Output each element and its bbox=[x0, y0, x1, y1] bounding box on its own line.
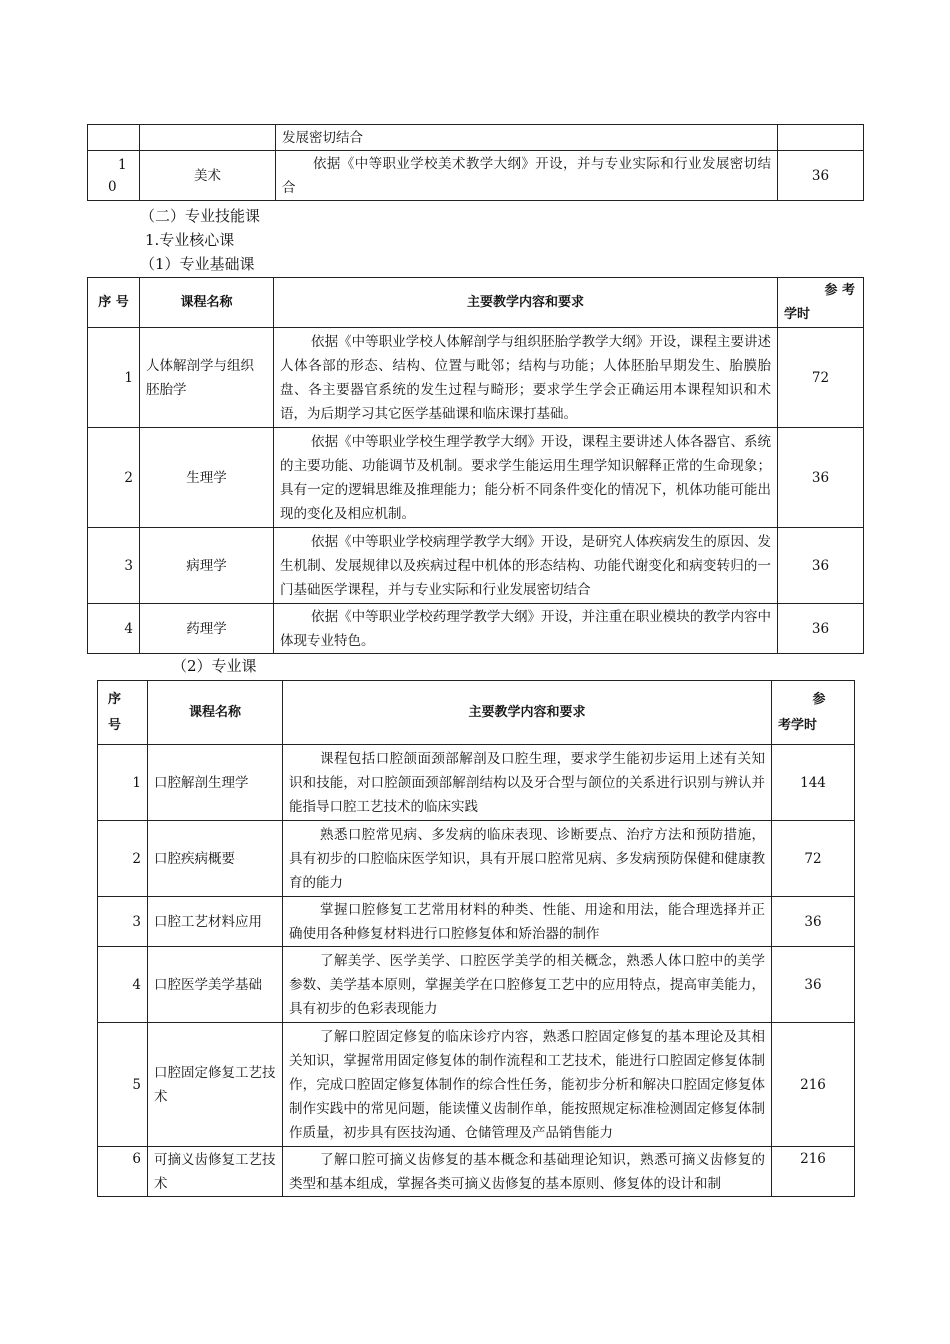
cell-hours: 36 bbox=[772, 897, 855, 947]
cell-name: 口腔固定修复工艺技术 bbox=[148, 1023, 283, 1147]
header-hours-part1: 参 考 bbox=[824, 282, 855, 298]
cell-hours: 36 bbox=[778, 604, 864, 654]
cell-desc: 了解口腔可摘义齿修复的基本概念和基础理论知识，熟悉可摘义齿修复的类型和基本组成，掌握各类可摘义齿修复的基本原则、修复体的设计和制 bbox=[283, 1147, 772, 1197]
header-name: 课程名称 bbox=[148, 681, 283, 745]
table-basic-courses bbox=[87, 277, 864, 654]
cell-name: 人体解剖学与组织胚胎学 bbox=[140, 328, 274, 428]
cell-name: 美术 bbox=[140, 151, 276, 201]
cell-name bbox=[140, 125, 276, 151]
cell-hours bbox=[778, 125, 864, 151]
cell-no: 4 bbox=[88, 604, 140, 654]
cell-desc: 依据《中等职业学校生理学教学大纲》开设，课程主要讲述人体各器官、系统的主要功能、功能调节及机制。要求学生能运用生理学知识解释正常的生命现象；具有一定的逻辑思维及推理能力；能分析不同条件变化的情况下，机体功能可能出现的变化及相应机制。 bbox=[274, 428, 778, 528]
cell-name: 口腔工艺材料应用 bbox=[148, 897, 283, 947]
cell-no: 6 bbox=[98, 1147, 148, 1197]
cell-desc: 了解口腔固定修复的临床诊疗内容，熟悉口腔固定修复的基本理论及其相关知识，掌握常用固定修复体的制作流程和工艺技术，能进行口腔固定修复体制作，完成口腔固定修复体制作的综合性任务，能初步分析和解决口腔固定修复体制作实践中的常见问题，能读懂义齿制作单，能按照规定标准检测固定修复体制作质量，初步具有医技沟通、仓储管理及产品销售能力 bbox=[283, 1023, 772, 1147]
cell-no: 4 bbox=[98, 947, 148, 1023]
table-row bbox=[98, 1023, 855, 1147]
header-no-part1: 序 bbox=[108, 691, 122, 707]
cell-hours: 72 bbox=[772, 821, 855, 897]
cell-name: 病理学 bbox=[140, 528, 274, 604]
table-row bbox=[98, 897, 855, 947]
cell-no bbox=[88, 125, 140, 151]
header-desc: 主要教学内容和要求 bbox=[283, 681, 772, 745]
cell-desc: 课程包括口腔颌面颈部解剖及口腔生理，要求学生能初步运用上述有关知识和技能，对口腔颌面颈部解剖结构以及牙合型与颌位的关系进行识别与辨认并能指导口腔工艺技术的临床实践 bbox=[283, 745, 772, 821]
section-heading-skills: （二）专业技能课 bbox=[140, 207, 261, 225]
table-row bbox=[88, 151, 864, 201]
header-hours bbox=[778, 278, 864, 328]
table-continued bbox=[87, 124, 864, 201]
cell-no: 2 bbox=[88, 428, 140, 528]
header-hours-part1: 参 bbox=[812, 691, 826, 707]
cell-no: 1 bbox=[88, 328, 140, 428]
table-row bbox=[88, 528, 864, 604]
cell-hours: 36 bbox=[778, 528, 864, 604]
section-heading-core: 1.专业核心课 bbox=[145, 231, 235, 249]
section-heading-major: （2）专业课 bbox=[172, 657, 257, 675]
cell-no: 1 bbox=[98, 745, 148, 821]
cell-name: 生理学 bbox=[140, 428, 274, 528]
cell-no: 3 bbox=[98, 897, 148, 947]
table-row bbox=[98, 745, 855, 821]
cell-desc: 依据《中等职业学校药理学教学大纲》开设，并注重在职业模块的教学内容中体现专业特色。 bbox=[274, 604, 778, 654]
cell-name: 口腔疾病概要 bbox=[148, 821, 283, 897]
cell-desc: 发展密切结合 bbox=[276, 125, 778, 151]
table-row bbox=[98, 947, 855, 1023]
cell-hours: 216 bbox=[772, 1147, 855, 1197]
cell-name: 可摘义齿修复工艺技术 bbox=[148, 1147, 283, 1197]
cell-no-part2: 0 bbox=[108, 178, 117, 195]
cell-hours: 36 bbox=[772, 947, 855, 1023]
header-name: 课程名称 bbox=[140, 278, 274, 328]
section-heading-basic: （1）专业基础课 bbox=[140, 255, 255, 273]
cell-desc: 依据《中等职业学校美术教学大纲》开设，并与专业实际和行业发展密切结合 bbox=[276, 151, 778, 201]
cell-desc: 熟悉口腔常见病、多发病的临床表现、诊断要点、治疗方法和预防措施，具有初步的口腔临床医学知识，具有开展口腔常见病、多发病预防保健和健康教育的能力 bbox=[283, 821, 772, 897]
cell-desc: 了解美学、医学美学、口腔医学美学的相关概念，熟悉人体口腔中的美学参数、美学基本原则，掌握美学在口腔修复工艺中的应用特点，提高审美能力，具有初步的色彩表现能力 bbox=[283, 947, 772, 1023]
cell-name: 口腔解剖生理学 bbox=[148, 745, 283, 821]
cell-hours: 36 bbox=[778, 428, 864, 528]
table-major-courses bbox=[97, 680, 855, 1197]
header-no bbox=[98, 681, 148, 745]
table-row bbox=[88, 428, 864, 528]
cell-name: 口腔医学美学基础 bbox=[148, 947, 283, 1023]
cell-hours: 72 bbox=[778, 328, 864, 428]
header-hours-part2: 考学时 bbox=[778, 717, 818, 733]
cell-hours: 36 bbox=[778, 151, 864, 201]
cell-no-part1: 1 bbox=[118, 156, 127, 173]
table-row bbox=[88, 125, 864, 151]
header-no: 序 号 bbox=[88, 278, 140, 328]
cell-desc: 依据《中等职业学校病理学教学大纲》开设，是研究人体疾病发生的原因、发生机制、发展规律以及疾病过程中机体的形态结构、功能代谢变化和病变转归的一门基础医学课程，并与专业实际和行业发展密切结合 bbox=[274, 528, 778, 604]
table-row bbox=[98, 1147, 855, 1197]
header-no-part2: 号 bbox=[108, 717, 122, 733]
cell-hours: 144 bbox=[772, 745, 855, 821]
header-hours-part2: 学时 bbox=[784, 306, 811, 322]
cell-hours: 216 bbox=[772, 1023, 855, 1147]
cell-desc: 依据《中等职业学校人体解剖学与组织胚胎学教学大纲》开设，课程主要讲述人体各部的形态、结构、位置与毗邻；结构与功能；人体胚胎早期发生、胎膜胎盘、各主要器官系统的发生过程与畸形；要求学生学会正确运用本课程知识和术语，为后期学习其它医学基础课和临床课打基础。 bbox=[274, 328, 778, 428]
cell-no bbox=[88, 151, 140, 201]
table-row bbox=[88, 328, 864, 428]
table-row bbox=[88, 604, 864, 654]
cell-no: 3 bbox=[88, 528, 140, 604]
table-row bbox=[98, 821, 855, 897]
cell-no: 2 bbox=[98, 821, 148, 897]
header-hours bbox=[772, 681, 855, 745]
table-header-row bbox=[98, 681, 855, 745]
table-header-row bbox=[88, 278, 864, 328]
header-desc: 主要教学内容和要求 bbox=[274, 278, 778, 328]
cell-name: 药理学 bbox=[140, 604, 274, 654]
cell-no: 5 bbox=[98, 1023, 148, 1147]
cell-desc: 掌握口腔修复工艺常用材料的种类、性能、用途和用法，能合理选择并正确使用各种修复材料进行口腔修复体和矫治器的制作 bbox=[283, 897, 772, 947]
